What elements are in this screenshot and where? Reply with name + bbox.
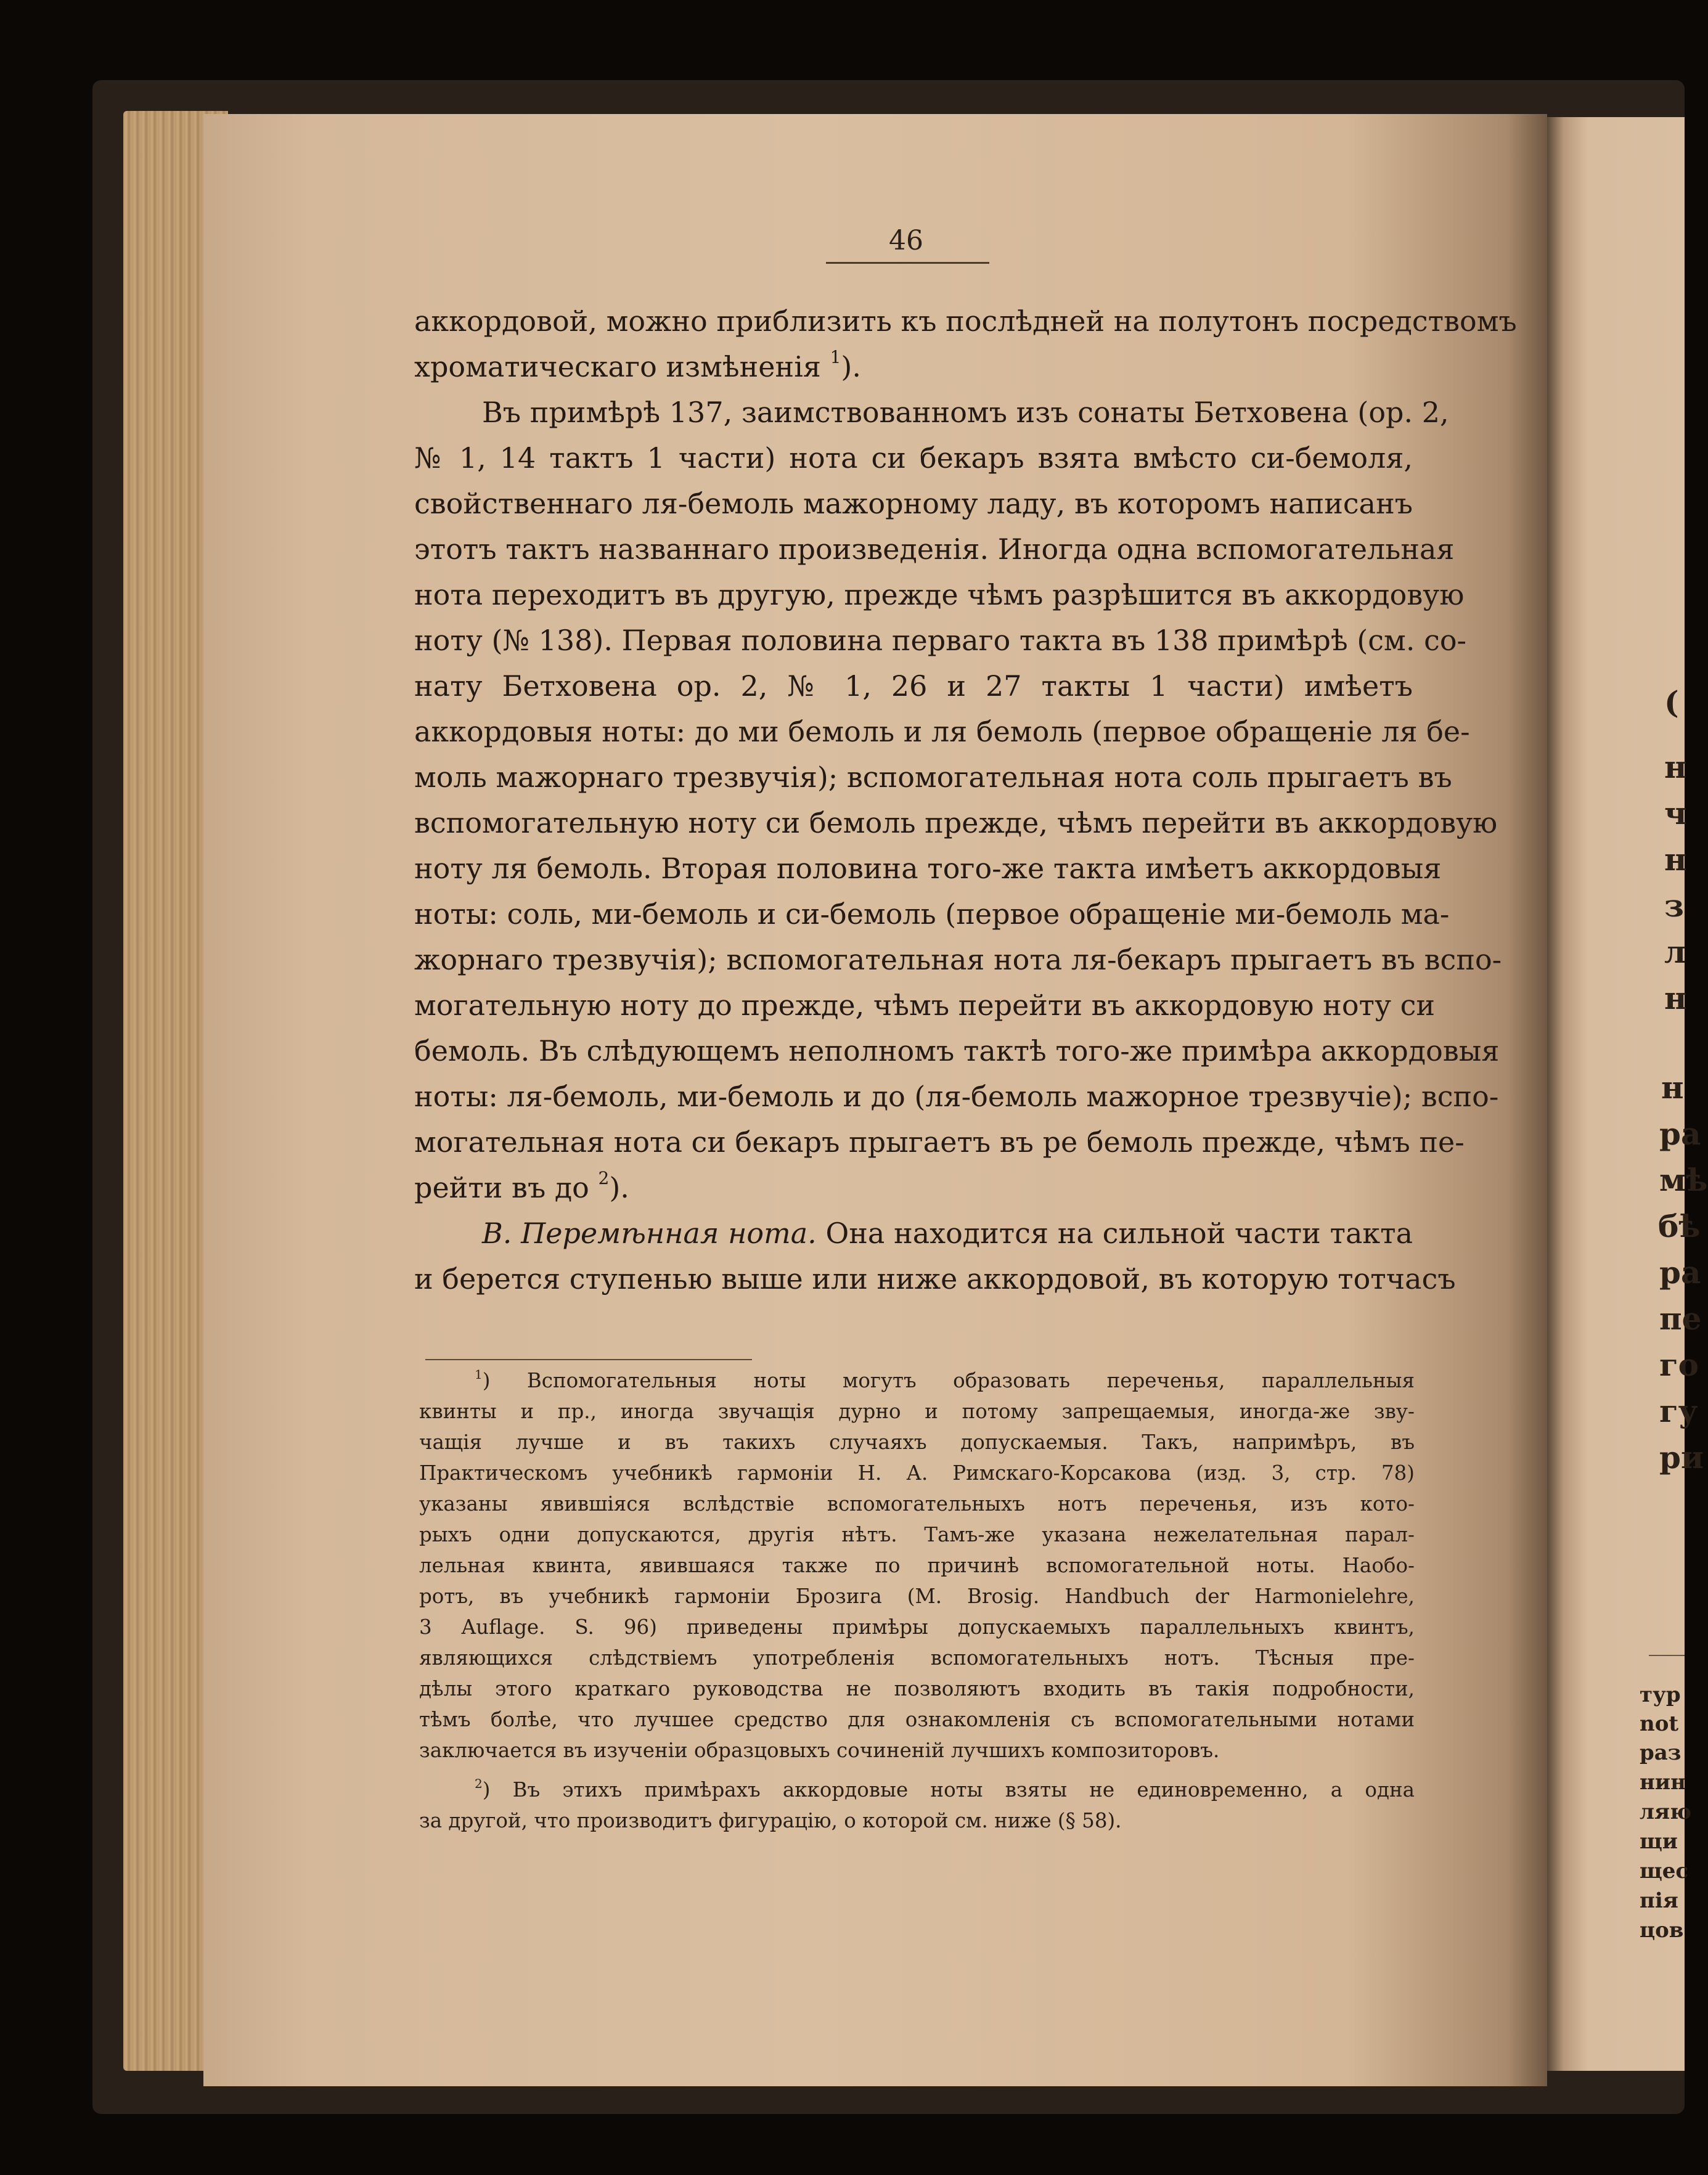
facing-footnote-fragment: раз — [1640, 1740, 1681, 1765]
text-line: хроматическаго измѣненія $^1$). — [414, 347, 861, 383]
text-line: ноту (№ 138). Первая половина перваго такта въ 138 примѣрѣ (см. со- — [414, 624, 1467, 657]
facing-footnote-fragment: цов — [1640, 1918, 1684, 1943]
footnote-line: указаны явившіяся вслѣдствіе вспомогательныхъ нотъ переченья, изъ кото- — [419, 1492, 1415, 1516]
facing-text-fragment: н — [1664, 749, 1687, 785]
page-number: 46 — [889, 225, 923, 256]
text-line: моль мажорнаго трезвучія); вспомогательная нота соль прыгаетъ въ — [414, 761, 1452, 794]
footnote-line: Практическомъ учебникѣ гармоніи Н. А. Римскаго-Корсакова (изд. 3, стр. 78) — [419, 1461, 1415, 1485]
text-line: свойственнаго ля-бемоль мажорному ладу, въ которомъ написанъ — [414, 487, 1413, 520]
facing-text-fragment: ( — [1664, 684, 1679, 720]
footnote-line: лельная квинта, явившаяся также по причинѣ вспомогательной ноты. Наобо- — [419, 1554, 1415, 1577]
text-line: аккордовой, можно приблизить къ послѣдней на полутонъ посредствомъ — [414, 304, 1517, 338]
facing-text-fragment: пе — [1659, 1300, 1702, 1337]
text-line: ноты: ля-бемоль, ми-бемоль и до (ля-бемоль мажорное трезвучіе); вспо- — [414, 1080, 1499, 1113]
text-line: могательная нота си бекаръ прыгаетъ въ ре бемоль прежде, чѣмъ пе- — [414, 1125, 1465, 1159]
text-line: рейти въ до $^2$). — [414, 1168, 629, 1204]
footnote-rule — [425, 1359, 752, 1360]
text-line: бемоль. Въ слѣдующемъ неполномъ тактѣ того-же примѣра аккордовыя — [414, 1034, 1500, 1067]
page-number-rule — [826, 262, 989, 264]
facing-footnote-fragment: ляю — [1640, 1800, 1691, 1824]
footnote-line: ротъ, въ учебникѣ гармоніи Брозига (M. Brosig. Handbuch der Harmonielehre, — [419, 1585, 1415, 1608]
text-line: Въ примѣрѣ 137, заимствованномъ изъ сонаты Бетховена (op. 2, — [482, 396, 1449, 429]
footnote-line: чащія лучше и въ такихъ случаяхъ допускаемыя. Такъ, напримѣръ, въ — [419, 1430, 1415, 1454]
footnotes — [419, 1365, 1415, 1836]
facing-footnote-fragment: пія — [1640, 1888, 1678, 1913]
facing-footnote-fragment: тур — [1640, 1683, 1681, 1707]
facing-text-fragment: з — [1664, 888, 1684, 924]
facing-text-fragment: ч — [1664, 795, 1687, 831]
footnote-marker: 1 — [475, 1367, 483, 1382]
footnote-line: $^1$) Вспомогательныя ноты могутъ образовать переченья, параллельныя — [475, 1367, 1415, 1392]
facing-text-fragment: ри — [1659, 1439, 1704, 1475]
body-text — [414, 298, 1517, 1302]
footnote-line: заключается въ изученіи образцовыхъ сочиненій лучшихъ композиторовъ. — [419, 1739, 1220, 1762]
facing-text-fragment: гу — [1659, 1393, 1698, 1429]
section-heading: B. Перемѣнная нота. — [482, 1217, 817, 1250]
facing-text-fragment: мѣ — [1659, 1162, 1708, 1198]
facing-text-fragment: н — [1664, 841, 1687, 878]
facing-footnote-rule — [1649, 1655, 1685, 1656]
text-line: аккордовыя ноты: до ми бемоль и ля бемоль (первое обращеніе ля бе- — [414, 715, 1470, 748]
facing-text-fragment: го — [1659, 1347, 1699, 1383]
footnote-line: дѣлы этого краткаго руководства не позволяютъ входить въ такія подробности, — [419, 1677, 1415, 1700]
facing-footnote-fragment: нин — [1640, 1770, 1686, 1795]
facing-text-fragment: л — [1664, 934, 1686, 970]
facing-footnote-fragment: not — [1640, 1712, 1679, 1736]
footnote-line: тѣмъ болѣе, что лучшее средство для ознакомленія съ вспомогательными нотами — [419, 1708, 1415, 1731]
footnote-ref: 2 — [598, 1168, 610, 1188]
text-line: нота переходитъ въ другую, прежде чѣмъ разрѣшится въ аккордовую — [414, 578, 1465, 611]
text-line: ноту ля бемоль. Вторая половина того-же такта имѣетъ аккордовыя — [414, 852, 1442, 885]
footnote-line: $^2$) Въ этихъ примѣрахъ аккордовые ноты взяты не единовременно, а одна — [475, 1776, 1415, 1802]
footnote-ref: 1 — [830, 347, 841, 367]
facing-text-fragment: ра — [1659, 1116, 1701, 1152]
footnote-line: квинты и пр., иногда звучащія дурно и потому запрещаемыя, иногда-же зву- — [419, 1400, 1415, 1423]
text-line: № 1, 14 тактъ 1 части) нота си бекаръ взята вмѣсто си-бемоля, — [414, 441, 1413, 475]
text-line: могательную ноту до прежде, чѣмъ перейти въ аккордовую ноту си — [414, 989, 1436, 1022]
facing-text-fragment: н — [1664, 980, 1687, 1016]
facing-footnote-fragment: щи — [1640, 1829, 1678, 1854]
facing-text-fragment: н — [1661, 1069, 1684, 1106]
footnote-line: 3 Auflage. S. 96) приведены примѣры допускаемыхъ параллельныхъ квинтъ, — [419, 1615, 1415, 1639]
facing-text-fragment: ра — [1659, 1254, 1701, 1291]
facing-text-fragment: бѣ — [1658, 1208, 1701, 1244]
footnote-line: являющихся слѣдствіемъ употребленія вспомогательныхъ нотъ. Тѣсныя пре- — [419, 1646, 1415, 1670]
text-line: этотъ тактъ названнаго произведенія. Иногда одна вспомогательная — [414, 533, 1455, 566]
text-line: и берется ступенью выше или ниже аккордовой, въ которую тотчасъ — [414, 1262, 1456, 1296]
text-line: жорнаго трезвучія); вспомогательная нота ля-бекаръ прыгаетъ въ вспо- — [414, 943, 1502, 976]
footnote-line: за другой, что производитъ фигурацію, о которой см. ниже (§ 58). — [419, 1809, 1122, 1832]
text-line: B. Перемѣнная нота. Она находится на сильной части такта — [482, 1217, 1413, 1250]
text-line: нату Бетховена op. 2, № 1, 26 и 27 такты 1 части) имѣетъ — [414, 669, 1413, 703]
footnote-marker: 2 — [475, 1776, 483, 1791]
footnote-line: рыхъ одни допускаются, другія нѣтъ. Тамъ-же указана нежелательная парал- — [419, 1523, 1415, 1546]
text-line: вспомогательную ноту си бемоль прежде, чѣмъ перейти въ аккордовую — [414, 806, 1498, 839]
text-line: ноты: соль, ми-бемоль и си-бемоль (первое обращеніе ми-бемоль ма- — [414, 897, 1450, 931]
facing-footnote-fragment: щес — [1640, 1859, 1689, 1883]
